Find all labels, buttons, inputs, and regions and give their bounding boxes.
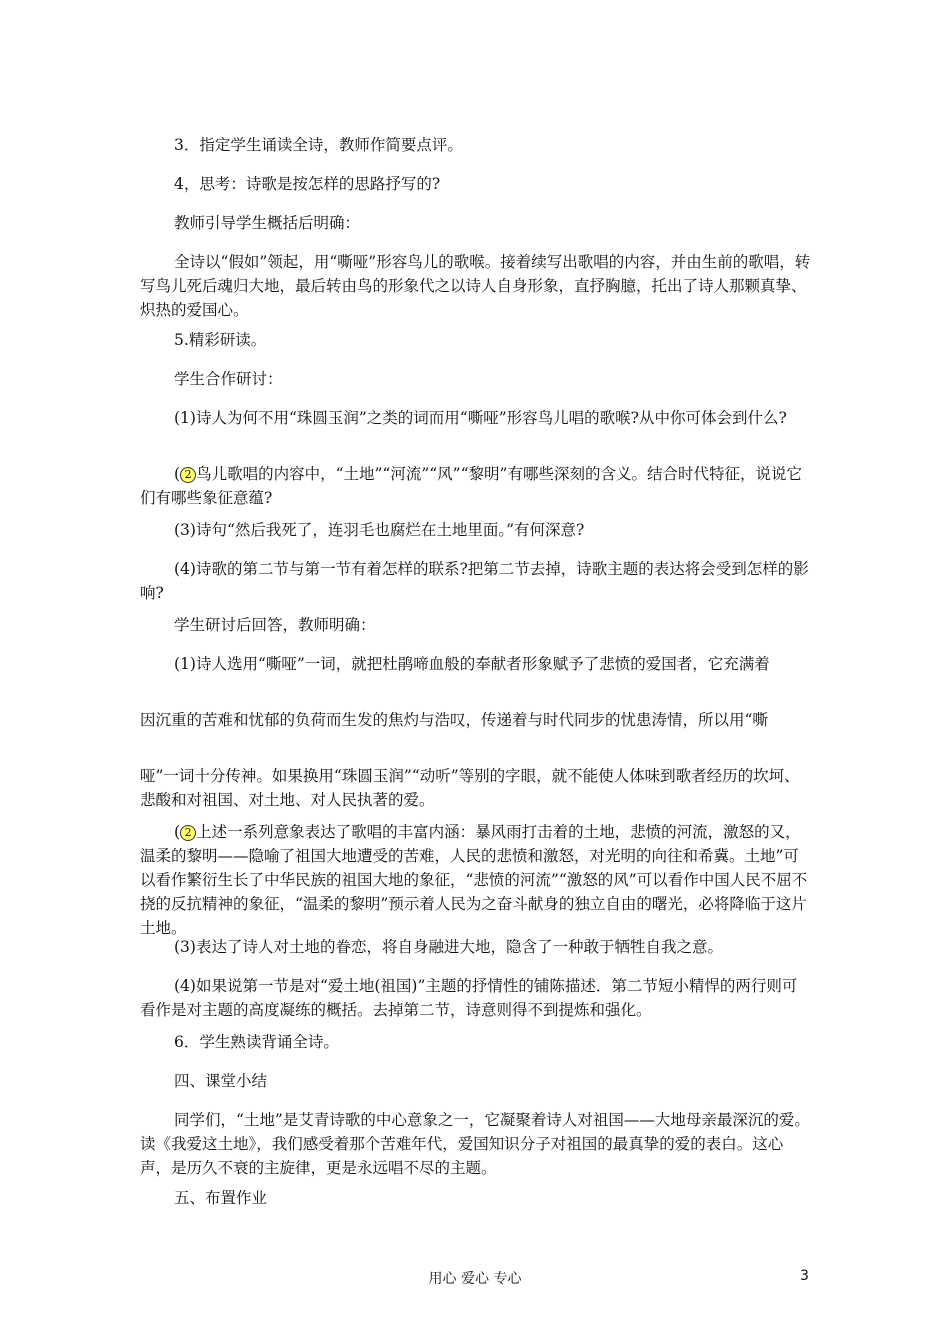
circled-number-marker: 2 [180, 825, 196, 841]
paragraph-answers-intro: 学生研讨后回答，教师明确： [174, 616, 376, 634]
paragraph-question-1: (1)诗人为何不用“珠圆玉润”之类的词而用“嘶哑”形容鸟儿唱的歌喉?从中你可体会到什么? [174, 409, 787, 427]
paragraph-question-2: ( 2 鸟儿歌唱的内容中，“土地”“河流”“风”“黎明”有哪些深刻的含义。结合时代特征，说说它们有哪些象征意蕴? [140, 465, 802, 507]
paragraph-answer-4: (4)如果说第一节是对“爱土地(祖国)”主题的抒情性的铺陈描述．第二节短小精悍的两行则可看作是对主题的高度凝练的概括。去掉第二节，诗意则得不到提炼和强化。 [140, 977, 798, 1019]
section-heading-homework: 五、布置作业 [174, 1189, 268, 1207]
paragraph-answer-1a: (1)诗人选用“嘶哑”一词，就把杜鹃啼血般的奉献者形象赋予了悲愤的爱国者，它充满着 [174, 655, 770, 673]
paragraph-summary-answer: 全诗以“假如”领起，用“嘶哑”形容鸟儿的歌喉。接着续写出歌唱的内容，并由生前的歌唱，转写鸟儿死后魂归大地，最后转由鸟的形象代之以诗人自身形象，直抒胸臆，托出了诗人那颗真挚、炽热的爱国心。 [140, 253, 811, 319]
paragraph-summary: 同学们，“土地”是艾青诗歌的中心意象之一，它凝聚着诗人对祖国——大地母亲最深沉的爱。读《我爱这土地》，我们感受着那个苦难年代，爱国知识分子对祖国的最真挚的爱的表白。这心声，是历久不衰的主旋律，更是永远唱不尽的主题。 [140, 1111, 810, 1177]
paragraph-question-3: (3)诗句“然后我死了，连羽毛也腐烂在土地里面。”有何深意? [174, 521, 585, 539]
paragraph-step-5: 5.精彩研读。 [174, 331, 267, 349]
paragraph-step-6: 6．学生熟读背诵全诗。 [174, 1033, 339, 1051]
paragraph-step-3: 3．指定学生诵读全诗，教师作简要点评。 [174, 136, 463, 154]
paragraph-step-4: 4，思考：诗歌是按怎样的思路抒写的? [174, 175, 441, 193]
paragraph-answer-2: ( 2 上述一系列意象表达了歌唱的丰富内涵：暴风雨打击着的土地，悲愤的河流，激怒的又，温柔的黎明——隐喻了祖国大地遭受的苦难，人民的悲愤和激怒，对光明的向往和希冀。土地”可以看作繁衍生长了中华民族的祖国大地的象征，“悲愤的河流”“激怒的风”可以看作中国人民不屈不挠的反抗精神的象征，“温柔的黎明”预示着人民为之奋斗献身的独立自由的曙光，必将降临于这片土地。 [140, 823, 808, 937]
answer-2-text: 上述一系列意象表达了歌唱的丰富内涵：暴风雨打击着的土地，悲愤的河流，激怒的又，温柔的黎明——隐喻了祖国大地遭受的苦难，人民的悲愤和激怒，对光明的向往和希冀。土地”可以看作繁衍生长了中华民族的祖国大地的象征，“悲愤的河流”“激怒的风”可以看作中国人民不屈不挠的反抗精神的象征，“温柔的黎明”预示着人民为之奋斗献身的独立自由的曙光，必将降临于这片土地。 [140, 823, 808, 937]
section-heading-summary: 四、课堂小结 [174, 1072, 268, 1090]
paragraph-answer-1c: 哑”一词十分传神。如果换用“珠圆玉润”“动听”等别的字眼，就不能使人体味到歌者经历的坎坷、悲酸和对祖国、对土地、对人民执著的爱。 [140, 767, 800, 809]
question-2-text: 鸟儿歌唱的内容中，“土地”“河流”“风”“黎明”有哪些深刻的含义。结合时代特征，说说它们有哪些象征意蕴? [140, 465, 802, 507]
paragraph-group-discussion: 学生合作研讨： [174, 370, 283, 388]
paragraph-answer-1b: 因沉重的苦难和忧郁的负荷而生发的焦灼与浩叹，传递着与时代同步的忧患涛情，所以用“嘶 [140, 711, 768, 729]
page-number: 3 [800, 1268, 809, 1284]
paragraph-question-4: (4)诗歌的第二节与第一节有着怎样的联系?把第二节去掉，诗歌主题的表达将会受到怎样的影响? [140, 560, 809, 602]
circled-number-marker: 2 [180, 467, 196, 483]
paragraph-answer-3: (3)表达了诗人对土地的眷恋，将自身融进大地，隐含了一种敢于牺牲自我之意。 [174, 938, 723, 956]
footer-motto: 用心 爱心 专心 [428, 1271, 522, 1287]
paragraph-teacher-guide: 教师引导学生概括后明确： [174, 214, 361, 232]
